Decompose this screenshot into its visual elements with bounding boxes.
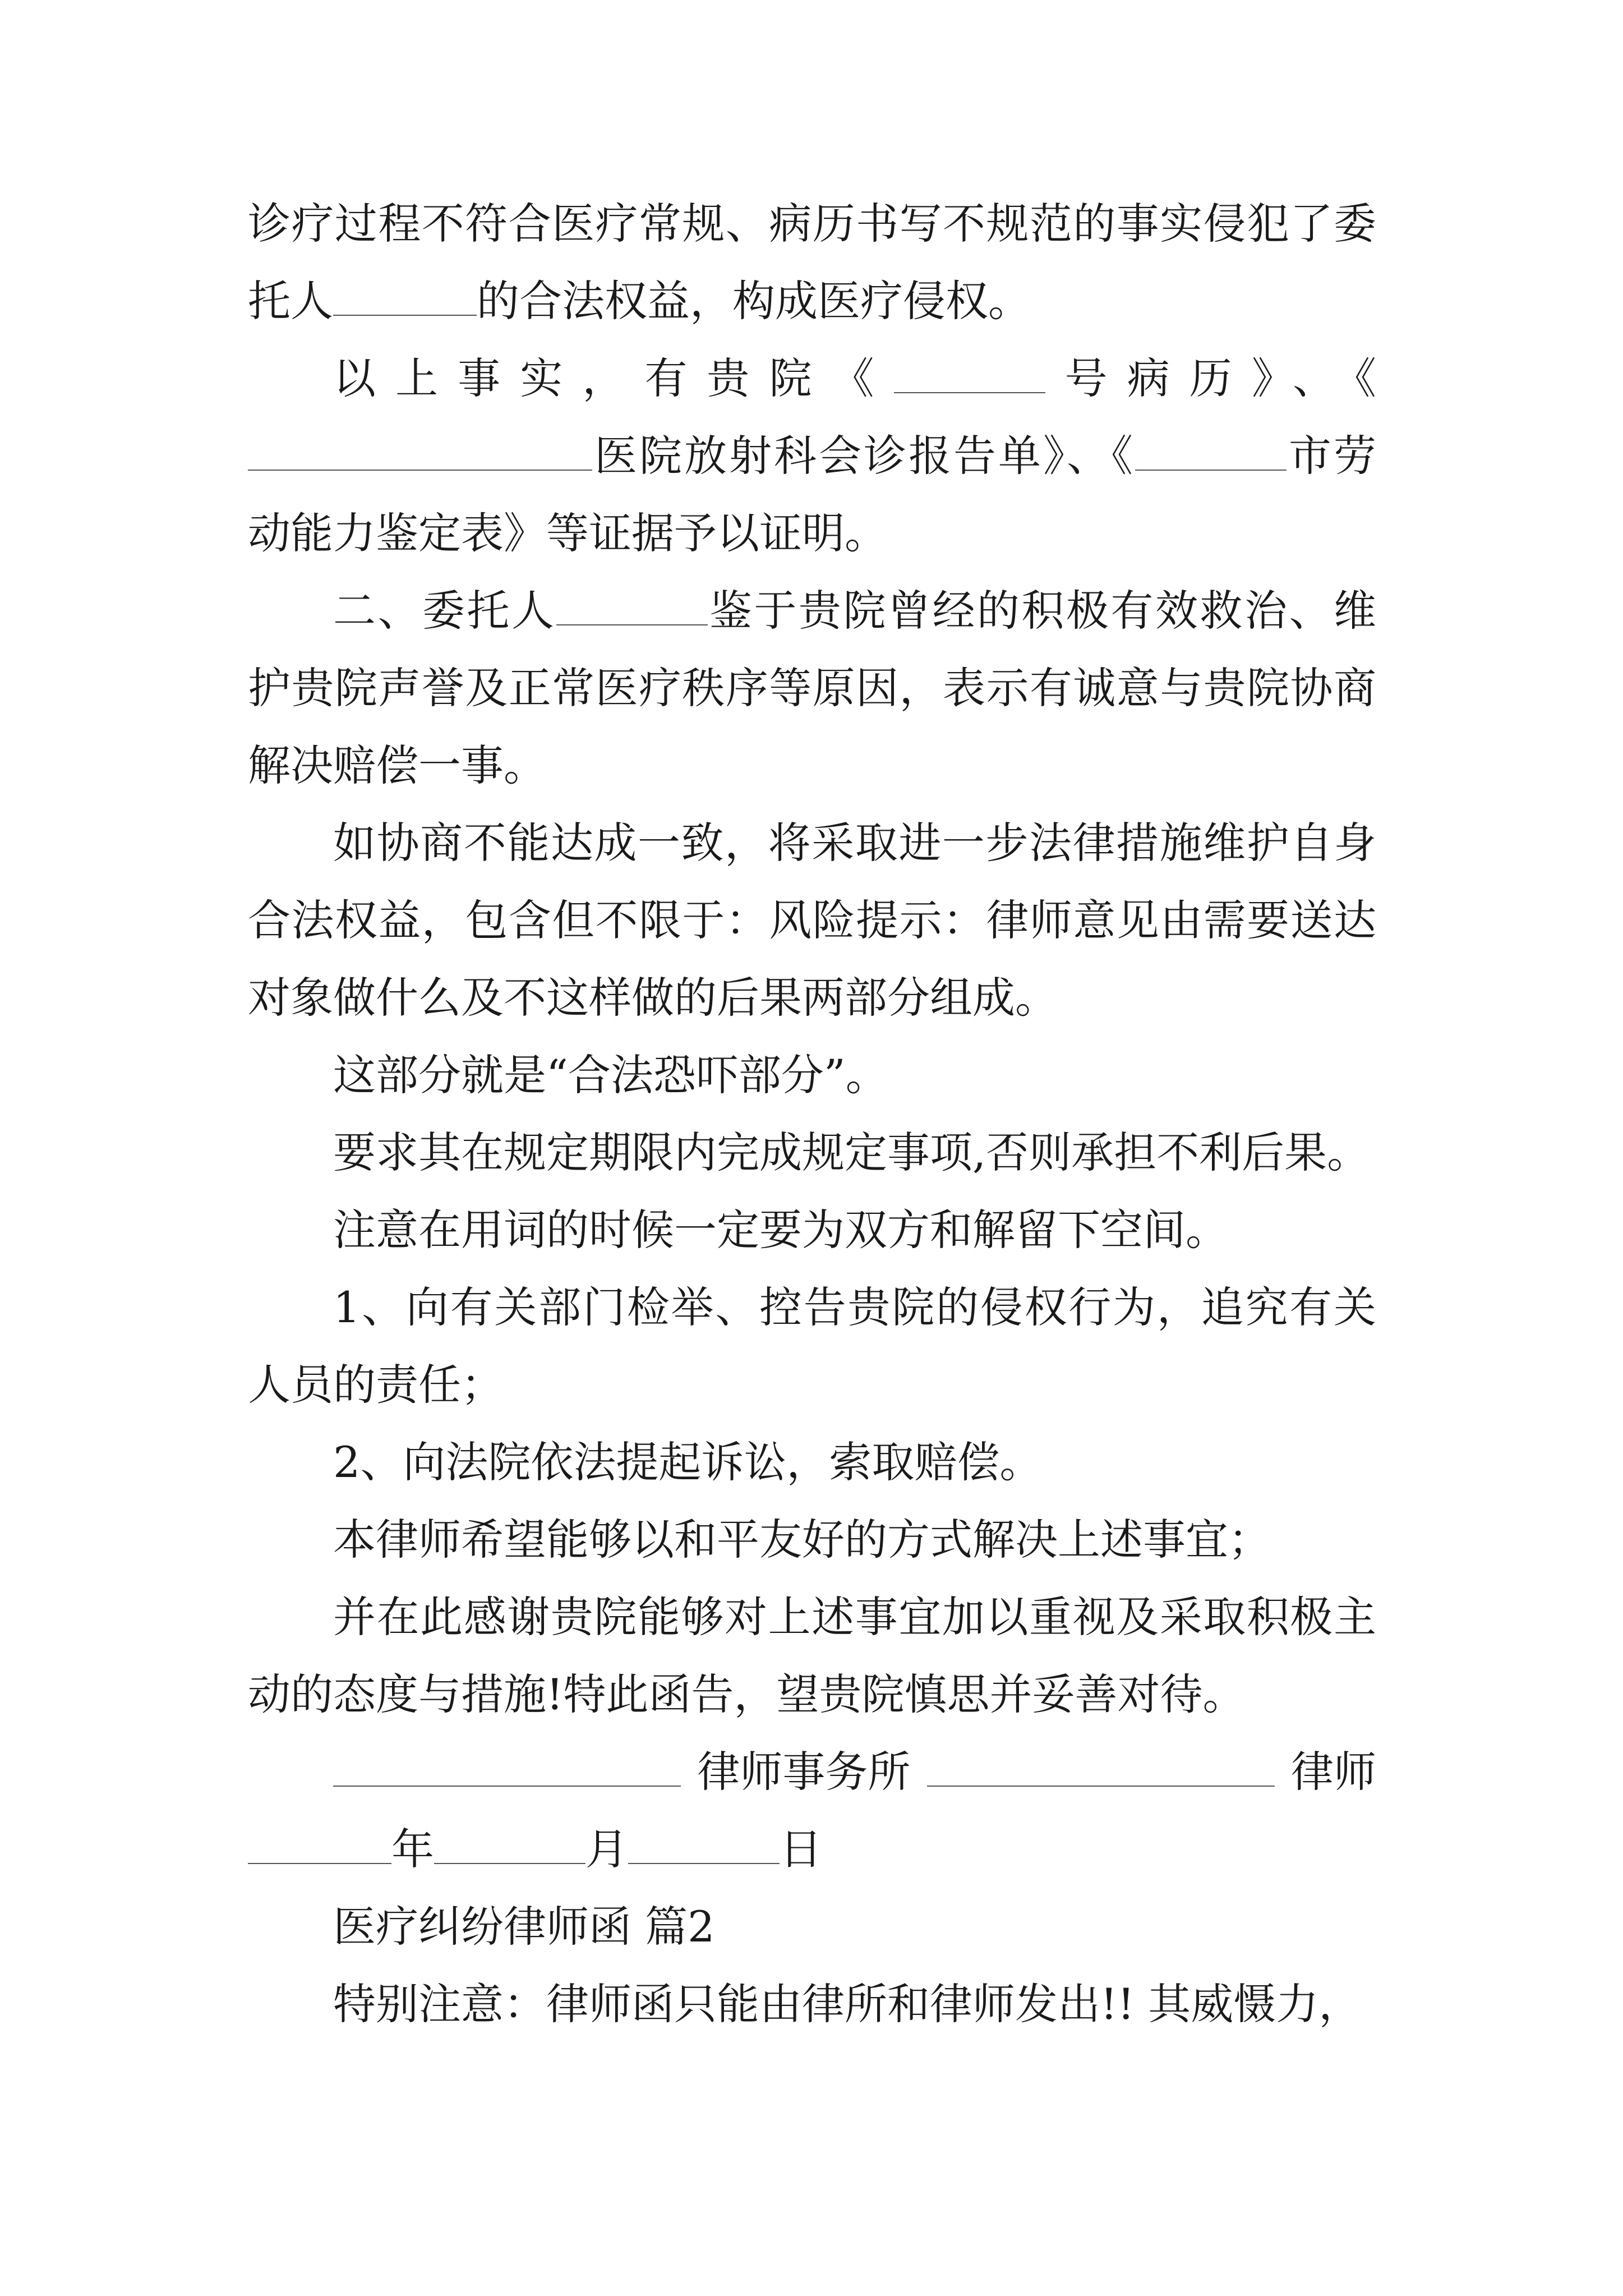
section-heading: 医疗纠纷律师函 篇2 — [333, 1902, 715, 1952]
paragraph-text: 二、委托人 — [333, 586, 556, 636]
paragraph-requirement: 要求其在规定期限内完成规定事项,否则承担不利后果。 — [333, 1128, 1370, 1177]
paragraph-evidence — [248, 340, 1376, 572]
paragraph-text: 医院放射科会诊报告单》、《 — [592, 431, 1135, 481]
fill-in-blank — [556, 592, 708, 625]
lawyer-label: 律师 — [1290, 1747, 1376, 1797]
fill-in-blank — [628, 1830, 780, 1864]
paragraph-negotiation — [248, 572, 1376, 804]
fill-in-blank — [927, 1753, 1275, 1787]
signature-line — [248, 1733, 1376, 1811]
list-item: 1、向有关部门检举、控告贵院的侵权行为，追究有关人员的责任； — [248, 1282, 1376, 1410]
date-year-label: 年 — [391, 1824, 434, 1874]
paragraph-wording: 注意在用词的时候一定要为双方和解留下空间。 — [333, 1205, 1228, 1255]
date-line — [248, 1811, 1376, 1888]
paragraph-note: 这部分就是“合法恐吓部分”。 — [333, 1050, 888, 1100]
paragraph-text: 鉴于贵院曾经的积极有效救治、维护贵院声誉及正常医疗秩序等原因，表示有诚意与贵院协商解决赔偿一事。 — [248, 586, 1376, 790]
paragraph-text: 市劳动能力鉴定表》等证据予以证明。 — [248, 431, 1376, 558]
paragraph-text: 号病历》、《 — [1045, 353, 1377, 403]
fill-in-blank — [248, 437, 592, 471]
paragraph-special-note: 特别注意：律师函只能由律所和律师发出!! 其威慑力， — [333, 1979, 1362, 2029]
list-item: 2、向法院依法提起诉讼，索取赔偿。 — [333, 1437, 1043, 1487]
paragraph-legal-measures: 如协商不能达成一致，将采取进一步法律措施维护自身合法权益，包含但不限于：风险提示：律师意见由需要送达对象做什么及不这样做的后果两部分组成。 — [248, 818, 1376, 1023]
document-body — [248, 185, 1376, 2043]
fill-in-blank — [248, 1830, 391, 1864]
paragraph-thanks: 并在此感谢贵院能够对上述事宜加以重视及采取积极主动的态度与措施!特此函告，望贵院慎思并妥善对待。 — [248, 1592, 1376, 1719]
paragraph-hope: 本律师希望能够以和平友好的方式解决上述事宜； — [333, 1515, 1271, 1565]
fill-in-blank — [333, 282, 477, 316]
paragraph-infringement — [248, 185, 1376, 340]
fill-in-blank — [434, 1830, 585, 1864]
date-day-label: 日 — [780, 1824, 822, 1874]
law-firm-label: 律师事务所 — [697, 1747, 911, 1797]
fill-in-blank — [894, 360, 1045, 393]
fill-in-blank — [333, 1753, 681, 1787]
paragraph-text: 以上事实，有贵院《 — [333, 353, 894, 403]
paragraph-text: 的合法权益，构成医疗侵权。 — [477, 276, 1031, 326]
paragraph-text: 诊疗过程不符合医疗常规、病历书写不规范的事实侵犯了委托人 — [248, 199, 1376, 326]
date-month-label: 月 — [585, 1824, 628, 1874]
fill-in-blank — [1135, 437, 1287, 471]
